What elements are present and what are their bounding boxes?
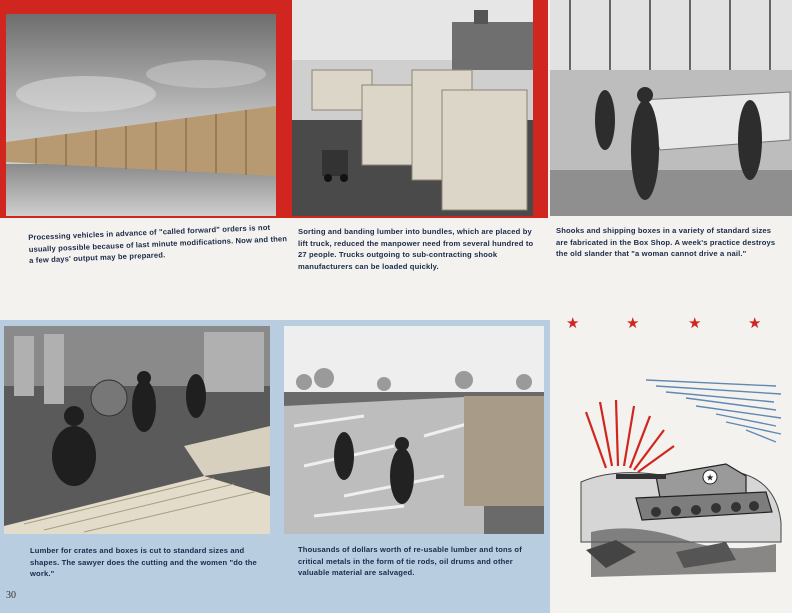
caption-saw-room: Lumber for crates and boxes is cut to standard sizes and shapes. The sawyer does the cutting and the women "do the work." (30, 546, 257, 578)
box-shop-illustration (550, 0, 792, 216)
caption-box-shop: Shooks and shipping boxes in a variety of standard sizes are fabricated in the Box Shop. A week's practice destroys the old slander that "a woman cannot drive a nail." (556, 226, 776, 258)
saw-room-photo (4, 326, 270, 534)
page-number: 30 (6, 590, 16, 601)
crates-yard-illustration (6, 14, 276, 216)
right-red-strip (536, 0, 548, 218)
tank-drawing (576, 372, 786, 582)
lumber-bundles-photo (292, 0, 533, 216)
star-decoration-3: ★ (688, 315, 702, 332)
crates-yard-photo (6, 14, 276, 216)
star-decoration-4: ★ (748, 315, 762, 332)
saw-room-illustration (4, 326, 270, 534)
tank-illustration (576, 372, 786, 582)
svg-text:★: ★ (705, 473, 715, 484)
star-decoration-1: ★ (566, 315, 580, 332)
salvage-yard-photo (284, 326, 544, 534)
caption-lumber-bundles: Sorting and banding lumber into bundles, which are placed by lift truck, reduced the manpower need from several hundred to 27 people. Trucks outgoing to sub-contracting shook manufacturers can be loaded quickly. (298, 227, 534, 271)
box-shop-photo (550, 0, 792, 216)
salvage-yard-illustration (284, 326, 544, 534)
lumber-bundles-illustration (292, 0, 533, 216)
caption-salvage: Thousands of dollars worth of re-usable lumber and tons of critical metals in the form of tie rods, oil drums and other valuable material are salvaged. (298, 545, 522, 577)
star-decoration-2: ★ (626, 315, 640, 332)
caption-crates: Processing vehicles in advance of "called forward" orders is not usually possible because of last minute modifications. Now and then a few days' output may be prepared. (28, 222, 288, 265)
